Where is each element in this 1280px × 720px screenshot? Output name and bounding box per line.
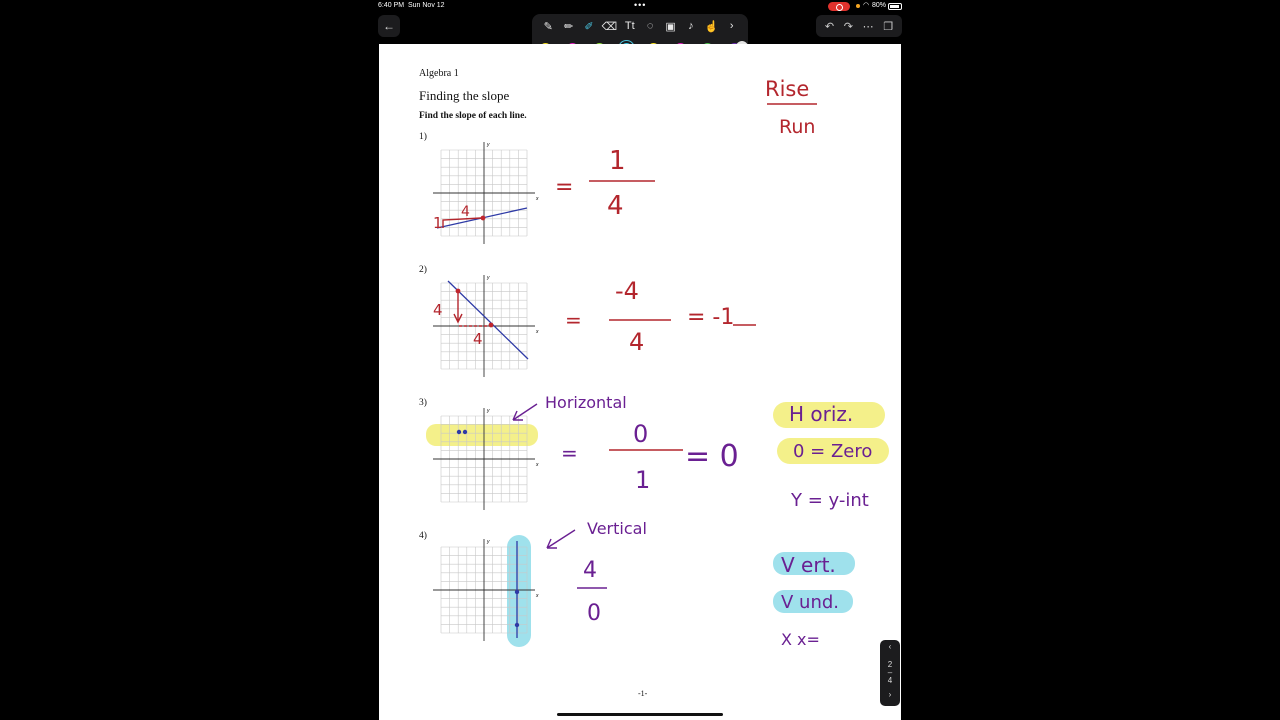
rise-label: Rise xyxy=(765,77,810,101)
worksheet-page[interactable] xyxy=(379,44,901,720)
arrow-vertical xyxy=(547,530,575,548)
x-eq-note: X x= xyxy=(781,630,820,649)
pen-icon[interactable]: ✎ xyxy=(543,20,553,33)
page-footer: -1- xyxy=(638,689,648,698)
vert-note: V ert. xyxy=(781,553,836,577)
pages-icon[interactable]: ❐ xyxy=(883,20,894,33)
worksheet-subject: Algebra 1 xyxy=(419,68,459,79)
point xyxy=(481,216,486,221)
worksheet-instructions: Find the slope of each line. xyxy=(419,111,527,121)
status-time: 6:40 PM Sun Nov 12 xyxy=(378,2,445,9)
p1-numerator: 1 xyxy=(609,146,626,176)
x-axis-label: x xyxy=(536,196,539,202)
pencil-icon[interactable]: ✏ xyxy=(563,20,574,33)
problem-number-1: 1) xyxy=(419,132,427,142)
equals-sign: = xyxy=(555,175,574,200)
page-navigator[interactable] xyxy=(880,640,900,706)
page-up-icon[interactable]: ‹ xyxy=(888,642,892,651)
lasso-icon[interactable]: ◌ xyxy=(646,20,654,32)
point xyxy=(515,590,519,594)
p1-run-mark: 4 xyxy=(461,204,470,220)
horizontal-label: Horizontal xyxy=(545,393,627,412)
y-axis-label: y xyxy=(487,408,490,414)
page-down-icon[interactable]: › xyxy=(888,690,892,699)
y-axis-label: y xyxy=(487,142,490,148)
arrow-horizontal xyxy=(513,404,537,420)
undo-icon[interactable]: ↶ xyxy=(824,20,835,33)
problem-number-4: 4) xyxy=(419,531,427,541)
eraser-icon[interactable]: ⌫ xyxy=(601,20,618,33)
total-pages: 4 xyxy=(887,676,893,685)
mic-icon[interactable]: ♪ xyxy=(688,20,694,32)
x-axis-label: x xyxy=(536,593,539,599)
touch-draw-icon[interactable]: ☝ xyxy=(704,20,719,33)
x-axis-label: x xyxy=(536,329,539,335)
graph-problem-1 xyxy=(433,142,539,244)
equals-sign: = xyxy=(561,441,578,465)
p3-numerator: 0 xyxy=(633,420,649,448)
worksheet-title: Finding the slope xyxy=(419,88,510,103)
more-icon[interactable]: ⋯ xyxy=(862,20,874,33)
battery-percent: 80% xyxy=(872,2,887,9)
page-separator: – xyxy=(887,668,893,677)
point xyxy=(457,430,461,434)
battery-icon xyxy=(888,3,902,10)
run-label: Run xyxy=(779,116,816,138)
p2-result: = -1 xyxy=(687,305,735,330)
worksheet-canvas xyxy=(379,44,901,720)
highlight-vertical xyxy=(507,535,531,647)
y-int-note: Y = y-int xyxy=(791,490,869,511)
y-axis-label: y xyxy=(487,539,490,545)
point xyxy=(463,430,467,434)
p4-numerator: 4 xyxy=(583,558,597,583)
p1-denominator: 4 xyxy=(607,191,624,221)
home-indicator[interactable] xyxy=(557,713,723,716)
zero-note: 0 = Zero xyxy=(793,441,873,462)
problem-number-2: 2) xyxy=(419,265,427,275)
current-page: 2 xyxy=(887,660,893,669)
p4-denominator: 0 xyxy=(587,601,601,626)
point xyxy=(456,289,461,294)
graph-problem-3 xyxy=(433,408,539,510)
p1-rise-mark: 1 xyxy=(433,214,443,232)
chevron-left-icon: ← xyxy=(383,19,395,33)
chevron-right-icon[interactable]: › xyxy=(729,20,734,32)
screen-record-indicator xyxy=(828,2,850,11)
equals-sign: = xyxy=(565,308,582,332)
multitask-dots[interactable]: ••• xyxy=(634,0,647,10)
horiz-note: H oriz. xyxy=(789,402,854,426)
problem-number-3: 3) xyxy=(419,398,427,408)
p2-rise-mark: 4 xyxy=(433,301,443,319)
p3-denominator: 1 xyxy=(635,466,651,494)
redo-icon[interactable]: ↷ xyxy=(843,20,853,33)
p2-denominator: 4 xyxy=(629,328,645,356)
point xyxy=(489,323,494,328)
ipad-screen xyxy=(372,0,908,720)
und-note: V und. xyxy=(781,592,839,613)
mic-indicator xyxy=(856,4,860,8)
back-button[interactable] xyxy=(378,15,400,37)
x-axis-label: x xyxy=(536,462,539,468)
p2-run-mark: 4 xyxy=(473,330,483,348)
p2-numerator: -4 xyxy=(615,277,639,305)
status-bar xyxy=(372,0,908,13)
wifi-icon: ◠ xyxy=(863,2,870,9)
y-axis-label: y xyxy=(487,275,490,281)
p3-result: = 0 xyxy=(685,439,739,474)
text-icon[interactable]: Tt xyxy=(624,20,635,32)
highlight-horizontal xyxy=(426,424,538,446)
point xyxy=(515,623,519,627)
image-icon[interactable]: ▣ xyxy=(665,20,676,33)
vertical-label: Vertical xyxy=(587,519,647,538)
line-problem-2 xyxy=(448,281,528,359)
history-controls xyxy=(816,15,902,37)
highlighter-icon[interactable]: ✐ xyxy=(584,20,594,33)
